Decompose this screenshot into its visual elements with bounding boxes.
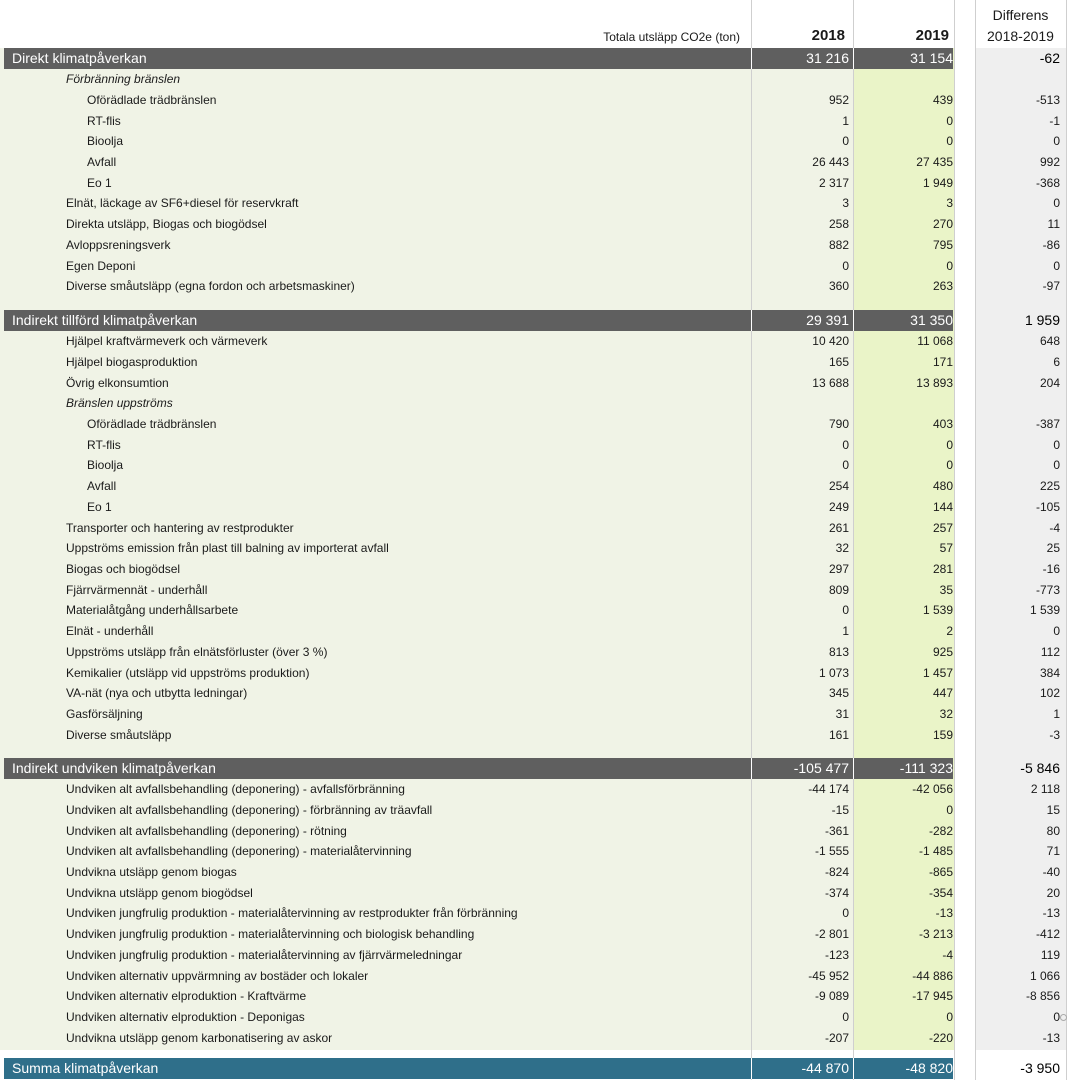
row-label: Egen Deponi	[66, 258, 136, 273]
value-diff: -773	[1035, 582, 1060, 597]
value-diff: -8 856	[1025, 989, 1060, 1004]
row-label: Undvikna utsläpp genom biogödsel	[66, 885, 253, 900]
table-row	[4, 986, 1066, 1007]
header-diff-line1: Differens	[992, 7, 1049, 23]
table-row	[4, 476, 1066, 497]
table-row	[4, 538, 1066, 559]
value-2018: 1	[842, 624, 849, 639]
value-2018	[755, 69, 849, 90]
value-diff: 1 066	[1029, 968, 1060, 983]
value-diff: 0	[1053, 258, 1060, 273]
row-label: RT-flis	[87, 437, 121, 452]
value-diff: 112	[1040, 644, 1060, 659]
row-label: Biogas och biogödsel	[66, 561, 181, 576]
row-label: Undviken jungfrulig produktion - materialåtervinning av fjärrvärmeledningar	[66, 947, 463, 962]
row-label: Eo 1	[87, 499, 112, 514]
value-2018: 3	[842, 196, 849, 211]
value-diff: -86	[1042, 237, 1060, 252]
value-diff: -40	[1042, 864, 1060, 879]
value-2018: 297	[828, 561, 849, 576]
table-row	[4, 600, 1066, 621]
row-label: Undviken jungfrulig produktion - materialåtervinning av restprodukter från förbränning	[66, 906, 518, 921]
value-2019: -17 945	[912, 989, 953, 1004]
value-2018: -2 801	[814, 927, 849, 942]
row-label: Undviken jungfrulig produktion - materialåtervinning och biologisk behandling	[66, 927, 475, 942]
value-diff: 11	[1047, 217, 1060, 232]
value-2019: -13	[935, 906, 953, 921]
value-2018: 1	[842, 113, 849, 128]
value-diff: 0	[1053, 458, 1060, 473]
value-2018: 161	[828, 727, 849, 742]
table-row	[4, 276, 1066, 297]
table-row	[4, 944, 1066, 965]
value-2019: -111 323	[899, 760, 953, 777]
value-diff: -1	[1049, 113, 1060, 128]
row-label: Indirekt undviken klimatpåverkan	[12, 760, 216, 777]
table-row	[4, 924, 1066, 945]
value-2019: 32	[939, 707, 953, 722]
value-2018: 258	[828, 217, 849, 232]
table-row	[4, 1027, 1066, 1048]
value-2019: 0	[946, 258, 953, 273]
value-diff: 80	[1046, 823, 1060, 838]
value-2019: 439	[932, 92, 953, 107]
row-label: Övrig elkonsumtion	[66, 375, 169, 390]
value-2019: 31 154	[910, 50, 953, 67]
value-2019: 0	[946, 134, 953, 149]
value-2019: 13 893	[916, 375, 953, 390]
value-diff: 0	[1053, 1009, 1060, 1024]
value-2019: -354	[928, 885, 953, 900]
section-bar-gap	[751, 310, 752, 331]
row-label: Elnät - underhåll	[66, 624, 154, 639]
row-label: Undviken alt avfallsbehandling (deponering) - avfallsförbränning	[66, 782, 405, 797]
value-2018: 813	[828, 644, 849, 659]
value-2019: 1 457	[922, 665, 953, 680]
value-2018: 29 391	[806, 312, 849, 329]
section-bar-gap	[853, 1058, 854, 1079]
table-row	[4, 903, 1066, 924]
value-2019: -1 485	[918, 844, 953, 859]
value-diff: -16	[1042, 561, 1060, 576]
row-label: Hjälpel biogasproduktion	[66, 354, 198, 369]
value-2019: 27 435	[916, 154, 953, 169]
value-2018: 0	[842, 603, 849, 618]
row-label: Transporter och hantering av restprodukter	[66, 520, 294, 535]
table-row	[4, 172, 1066, 193]
value-2019: 35	[939, 582, 953, 597]
row-label: Oförädlade trädbränslen	[87, 92, 217, 107]
value-2019: 0	[946, 113, 953, 128]
table-row	[4, 214, 1066, 235]
row-label: Avloppsreningsverk	[66, 237, 171, 252]
table-row	[4, 642, 1066, 663]
value-2018: -105 477	[793, 760, 849, 777]
value-diff: 2 118	[1030, 782, 1060, 797]
value-2019: 480	[932, 479, 953, 494]
value-2018: 2 317	[818, 175, 849, 190]
value-2018: 952	[828, 92, 849, 107]
header-2019: 2019	[915, 27, 949, 44]
value-2019: 159	[932, 727, 953, 742]
row-label: Gasförsäljning	[66, 707, 143, 722]
value-2018: 0	[842, 1009, 849, 1024]
value-2019: -48 820	[905, 1060, 953, 1077]
row-label: Uppströms utsläpp från elnätsförluster (över 3 %)	[66, 644, 328, 659]
value-diff: -105	[1035, 499, 1060, 514]
section-row	[4, 48, 1066, 69]
value-2018: 360	[828, 279, 849, 294]
value-diff: 25	[1046, 541, 1060, 556]
value-diff: 71	[1046, 844, 1060, 859]
table-row	[4, 496, 1066, 517]
value-2018: -361	[824, 823, 849, 838]
table-row	[4, 152, 1066, 173]
value-2019: 0	[946, 437, 953, 452]
row-label: VA-nät (nya och utbytta ledningar)	[66, 686, 248, 701]
value-diff: -3	[1049, 727, 1060, 742]
value-2019: 57	[939, 541, 953, 556]
value-2019: 1 949	[922, 175, 953, 190]
value-2019: 2	[946, 624, 953, 639]
row-label: Avfall	[87, 479, 117, 494]
section-row	[4, 758, 1066, 779]
table-row	[4, 882, 1066, 903]
value-diff	[979, 393, 1060, 414]
table-row	[4, 255, 1066, 276]
section-row	[4, 310, 1066, 331]
value-2018: 165	[828, 354, 849, 369]
value-2018: -45 952	[808, 968, 849, 983]
table-row	[4, 579, 1066, 600]
row-label: Undviken alt avfallsbehandling (deponering) - förbränning av träavfall	[66, 802, 433, 817]
table-row	[4, 820, 1066, 841]
value-2019: -4	[942, 947, 953, 962]
row-label: Undviken alt avfallsbehandling (deponering) - materialåtervinning	[66, 844, 412, 859]
section-bar-gap	[853, 48, 854, 69]
row-label: Undvikna utsläpp genom karbonatisering av askor	[66, 1030, 333, 1045]
row-label: Undviken alternativ elproduktion - Deponigas	[66, 1009, 305, 1024]
value-2019: 31 350	[910, 312, 953, 329]
value-2019: 925	[932, 644, 953, 659]
value-2018: -123	[824, 947, 849, 962]
row-label: Diverse småutsläpp	[66, 727, 172, 742]
section-bar-gap	[751, 758, 752, 779]
row-label: Undviken alternativ elproduktion - Kraftvärme	[66, 989, 307, 1004]
value-diff: 225	[1039, 479, 1060, 494]
value-diff: -13	[1042, 1030, 1060, 1045]
value-diff: 1 539	[1029, 603, 1060, 618]
value-2019: 0	[946, 802, 953, 817]
value-2019: 144	[932, 499, 953, 514]
header-diff-line2: 2018-2019	[987, 28, 1054, 44]
value-diff: 0	[1053, 624, 1060, 639]
value-2018: -44 174	[808, 782, 849, 797]
value-2018: 249	[828, 499, 849, 514]
value-2018: 32	[835, 541, 849, 556]
table-row	[4, 434, 1066, 455]
row-label: Bioolja	[87, 134, 124, 149]
value-2018: 0	[842, 258, 849, 273]
value-2019: 447	[932, 686, 953, 701]
value-diff: 119	[1040, 947, 1060, 962]
row-label: Fjärrvärmennät - underhåll	[66, 582, 208, 597]
table-row	[4, 724, 1066, 745]
value-2018: -374	[824, 885, 849, 900]
row-label: Direkta utsläpp, Biogas och biogödsel	[66, 217, 267, 232]
value-diff: 0	[1053, 196, 1060, 211]
table-row	[4, 455, 1066, 476]
row-label: Kemikalier (utsläpp vid uppströms produktion)	[66, 665, 310, 680]
table-row	[4, 1007, 1066, 1028]
value-diff: -412	[1035, 927, 1060, 942]
table-row	[4, 841, 1066, 862]
row-label: Bränslen uppströms	[66, 396, 173, 411]
value-diff: 1	[1053, 707, 1060, 722]
value-diff: 0	[1053, 134, 1060, 149]
section-bar-gap	[853, 310, 854, 331]
table-row	[4, 193, 1066, 214]
value-2019: 171	[932, 354, 953, 369]
table-row	[4, 683, 1066, 704]
value-2018: 261	[828, 520, 849, 535]
row-label: Summa klimatpåverkan	[12, 1060, 159, 1077]
value-diff: 102	[1039, 686, 1060, 701]
value-2019	[857, 393, 953, 414]
value-2018: 10 420	[812, 334, 849, 349]
table-row	[4, 662, 1066, 683]
value-2019: -42 056	[912, 782, 953, 797]
value-diff: 15	[1046, 802, 1060, 817]
row-label: Indirekt tillförd klimatpåverkan	[12, 312, 198, 329]
comment-marker-icon	[1060, 1014, 1067, 1021]
value-2019: 11 068	[917, 334, 953, 349]
value-diff: -3 950	[1020, 1060, 1060, 1077]
header-caption: Totala utsläpp CO2e (ton)	[603, 30, 740, 44]
value-2018: 882	[828, 237, 849, 252]
value-2018: 1 073	[818, 665, 849, 680]
table-row	[4, 517, 1066, 538]
value-diff: 384	[1039, 665, 1060, 680]
value-2019: 403	[932, 416, 953, 431]
table-row	[4, 393, 1066, 414]
value-diff: 6	[1053, 354, 1060, 369]
value-2018: -15	[831, 802, 849, 817]
table-row	[4, 372, 1066, 393]
value-2018: -824	[824, 864, 849, 879]
value-2019: 263	[932, 279, 953, 294]
row-label: Oförädlade trädbränslen	[87, 416, 217, 431]
row-label: Eo 1	[87, 175, 112, 190]
value-diff: -4	[1049, 520, 1060, 535]
row-label: Förbränning bränslen	[66, 72, 181, 87]
value-diff: 204	[1039, 375, 1060, 390]
value-diff	[979, 69, 1060, 90]
table-row	[4, 234, 1066, 255]
table-row	[4, 351, 1066, 372]
table-row	[4, 131, 1066, 152]
value-diff: -387	[1035, 416, 1060, 431]
value-2018: -44 870	[801, 1060, 849, 1077]
value-2019: 281	[932, 561, 953, 576]
value-2019: -220	[928, 1030, 953, 1045]
value-diff: -97	[1042, 279, 1060, 294]
table-row	[4, 704, 1066, 725]
value-diff: 20	[1046, 885, 1060, 900]
value-2019: -282	[928, 823, 953, 838]
value-2019: 3	[946, 196, 953, 211]
table-row	[4, 69, 1066, 90]
value-2019: -3 213	[918, 927, 953, 942]
section-bar-gap	[751, 48, 752, 69]
value-2018: -207	[824, 1030, 849, 1045]
value-2019: 795	[932, 237, 953, 252]
value-2019: 0	[946, 1009, 953, 1024]
value-2018: 809	[828, 582, 849, 597]
value-2018: 26 443	[812, 154, 849, 169]
value-2018	[755, 393, 849, 414]
value-2019: 257	[932, 520, 953, 535]
value-2019: -44 886	[912, 968, 953, 983]
value-diff: 0	[1053, 437, 1060, 452]
section-bar-gap	[751, 1058, 752, 1079]
table-row	[4, 862, 1066, 883]
value-2018: 254	[828, 479, 849, 494]
gridline-col-5	[1066, 0, 1067, 1080]
value-diff: -368	[1035, 175, 1060, 190]
table-row	[4, 965, 1066, 986]
table-row	[4, 331, 1066, 352]
row-label: Bioolja	[87, 458, 124, 473]
value-2018: 31	[835, 707, 849, 722]
row-label: Direkt klimatpåverkan	[12, 50, 147, 67]
value-2018: -9 089	[814, 989, 849, 1004]
row-label: Undviken alt avfallsbehandling (deponering) - rötning	[66, 823, 347, 838]
value-2018: 0	[842, 458, 849, 473]
table-row	[4, 621, 1066, 642]
row-label: Elnät, läckage av SF6+diesel för reservkraft	[66, 196, 299, 211]
value-2018: -1 555	[814, 844, 849, 859]
value-diff: 992	[1039, 154, 1060, 169]
row-label: Diverse småutsläpp (egna fordon och arbetsmaskiner)	[66, 279, 355, 294]
value-2019: 270	[932, 217, 953, 232]
value-2019: -865	[928, 864, 953, 879]
table-row	[4, 89, 1066, 110]
table-row	[4, 110, 1066, 131]
row-label: Hjälpel kraftvärmeverk och värmeverk	[66, 334, 268, 349]
value-diff: -13	[1042, 906, 1060, 921]
value-2019: 1 539	[922, 603, 953, 618]
summary-row	[4, 1058, 1066, 1079]
value-2019	[857, 69, 953, 90]
row-label: Avfall	[87, 154, 117, 169]
table-row	[4, 799, 1066, 820]
table-row	[4, 414, 1066, 435]
row-label: RT-flis	[87, 113, 121, 128]
section-bar-gap	[853, 758, 854, 779]
value-diff: 1 959	[1024, 312, 1060, 329]
table-row	[4, 559, 1066, 580]
value-2018: 345	[828, 686, 849, 701]
value-2018: 0	[842, 134, 849, 149]
value-2018: 0	[842, 906, 849, 921]
row-label: Undviken alternativ uppvärmning av bostäder och lokaler	[66, 968, 369, 983]
table-row	[4, 779, 1066, 800]
value-2018: 790	[828, 416, 849, 431]
value-diff: -62	[1039, 50, 1060, 67]
value-diff: -513	[1035, 92, 1060, 107]
value-2018: 0	[842, 437, 849, 452]
value-diff: 648	[1039, 334, 1060, 349]
row-label: Uppströms emission från plast till balning av importerat avfall	[66, 541, 389, 556]
value-2019: 0	[946, 458, 953, 473]
value-2018: 13 688	[812, 375, 849, 390]
value-2018: 31 216	[806, 50, 849, 67]
value-diff: -5 846	[1020, 760, 1060, 777]
row-label: Materialåtgång underhållsarbete	[66, 603, 239, 618]
row-label: Undvikna utsläpp genom biogas	[66, 864, 237, 879]
header-2018: 2018	[811, 27, 845, 44]
